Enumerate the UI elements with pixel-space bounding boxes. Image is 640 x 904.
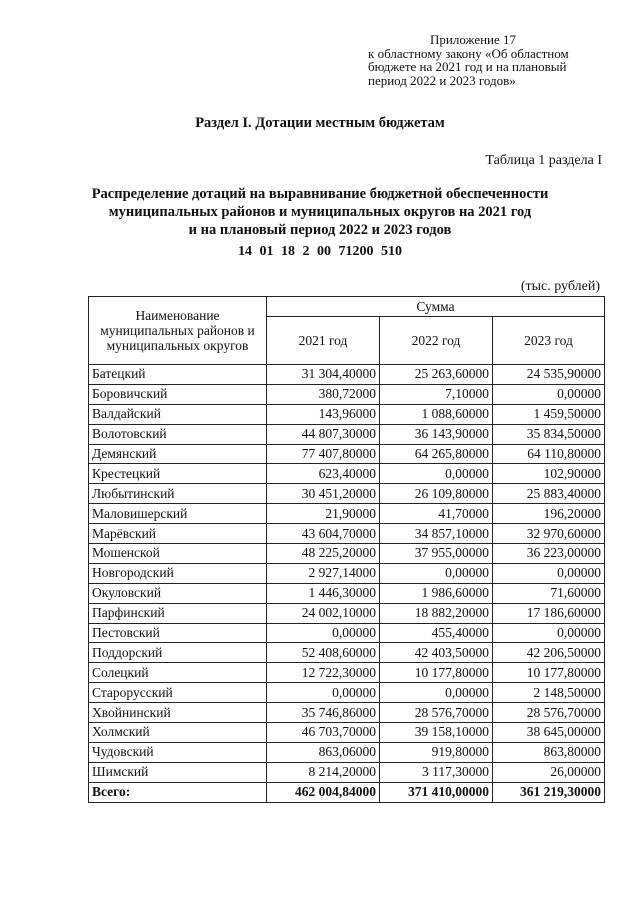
amount-2023-cell: 32 970,60000 bbox=[493, 524, 605, 544]
amount-2021-cell: 35 746,86000 bbox=[267, 703, 380, 723]
amount-2023-cell: 36 223,00000 bbox=[493, 544, 605, 564]
amount-2021-cell: 43 604,70000 bbox=[267, 524, 380, 544]
district-name-cell: Маловишерский bbox=[89, 504, 267, 524]
district-name-cell: Старорусский bbox=[89, 683, 267, 703]
amount-2022-cell: 0,00000 bbox=[380, 464, 493, 484]
district-name-cell: Батецкий bbox=[89, 365, 267, 385]
amount-2022-cell: 25 263,60000 bbox=[380, 365, 493, 385]
district-name-cell: Боровичский bbox=[89, 384, 267, 404]
amount-2023-cell: 361 219,30000 bbox=[493, 782, 605, 802]
amount-2022-cell: 41,70000 bbox=[380, 504, 493, 524]
header-name: Наименование муниципальных районов и муниципальных округов bbox=[89, 297, 267, 365]
district-name-cell: Марёвский bbox=[89, 524, 267, 544]
district-name-cell: Пестовский bbox=[89, 623, 267, 643]
district-name-cell: Холмский bbox=[89, 723, 267, 743]
amount-2022-cell: 26 109,80000 bbox=[380, 484, 493, 504]
amount-2021-cell: 46 703,70000 bbox=[267, 723, 380, 743]
appendix-line: бюджете на 2021 год и на плановый bbox=[368, 59, 567, 74]
amount-2022-cell: 7,10000 bbox=[380, 384, 493, 404]
amount-2021-cell: 0,00000 bbox=[267, 683, 380, 703]
amount-2022-cell: 28 576,70000 bbox=[380, 703, 493, 723]
district-name-cell: Валдайский bbox=[89, 404, 267, 424]
district-name-cell: Парфинский bbox=[89, 603, 267, 623]
amount-2022-cell: 36 143,90000 bbox=[380, 424, 493, 444]
amount-2023-cell: 196,20000 bbox=[493, 504, 605, 524]
amount-2022-cell: 1 088,60000 bbox=[380, 404, 493, 424]
amount-2023-cell: 42 206,50000 bbox=[493, 643, 605, 663]
table-row bbox=[89, 703, 605, 723]
amount-2022-cell: 34 857,10000 bbox=[380, 524, 493, 544]
table-row bbox=[89, 663, 605, 683]
amount-2021-cell: 863,06000 bbox=[267, 742, 380, 762]
amount-2021-cell: 0,00000 bbox=[267, 623, 380, 643]
table-row bbox=[89, 563, 605, 583]
amount-2023-cell: 64 110,80000 bbox=[493, 444, 605, 464]
table-row bbox=[89, 603, 605, 623]
amount-2021-cell: 8 214,20000 bbox=[267, 762, 380, 782]
amount-2023-cell: 2 148,50000 bbox=[493, 683, 605, 703]
table-row bbox=[89, 524, 605, 544]
amount-2021-cell: 21,90000 bbox=[267, 504, 380, 524]
amount-2023-cell: 71,60000 bbox=[493, 583, 605, 603]
amount-2021-cell: 44 807,30000 bbox=[267, 424, 380, 444]
amount-2021-cell: 52 408,60000 bbox=[267, 643, 380, 663]
table-row bbox=[89, 623, 605, 643]
district-name-cell: Всего: bbox=[89, 782, 267, 802]
header-sum: Сумма bbox=[267, 297, 605, 317]
amount-2023-cell: 1 459,50000 bbox=[493, 404, 605, 424]
table-row bbox=[89, 464, 605, 484]
title-line: и на плановый период 2022 и 2023 годов bbox=[188, 222, 452, 238]
table-row bbox=[89, 444, 605, 464]
amount-2022-cell: 37 955,00000 bbox=[380, 544, 493, 564]
table-row bbox=[89, 683, 605, 703]
district-name-cell: Любытинский bbox=[89, 484, 267, 504]
header-year: 2022 год bbox=[380, 317, 493, 365]
appendix-note bbox=[368, 33, 630, 87]
amount-2023-cell: 863,80000 bbox=[493, 742, 605, 762]
amount-2023-cell: 102,90000 bbox=[493, 464, 605, 484]
amount-2022-cell: 3 117,30000 bbox=[380, 762, 493, 782]
appendix-line: период 2022 и 2023 годов» bbox=[368, 72, 516, 88]
amount-2022-cell: 18 882,20000 bbox=[380, 603, 493, 623]
table-row bbox=[89, 583, 605, 603]
table-row bbox=[89, 484, 605, 504]
district-name-cell: Поддорский bbox=[89, 643, 267, 663]
table-row bbox=[89, 365, 605, 385]
header-year: 2023 год bbox=[493, 317, 605, 365]
table-label: Таблица 1 раздела I bbox=[485, 153, 602, 168]
amount-2022-cell: 0,00000 bbox=[380, 683, 493, 703]
appendix-line: к областному закону «Об областном bbox=[368, 45, 569, 61]
district-name-cell: Шимский bbox=[89, 762, 267, 782]
table-row bbox=[89, 544, 605, 564]
amount-2023-cell: 17 186,60000 bbox=[493, 603, 605, 623]
amount-2023-cell: 38 645,00000 bbox=[493, 723, 605, 743]
amount-2021-cell: 2 927,14000 bbox=[267, 563, 380, 583]
amount-2023-cell: 26,00000 bbox=[493, 762, 605, 782]
header-year: 2021 год bbox=[267, 317, 380, 365]
budget-classification-code: 14 01 18 2 00 71200 510 bbox=[238, 244, 402, 259]
total-row bbox=[89, 782, 605, 802]
amount-2023-cell: 10 177,80000 bbox=[493, 663, 605, 683]
title-line: муниципальных районов и муниципальных округов на 2021 год bbox=[108, 204, 532, 220]
units-label: (тыс. рублей) bbox=[520, 279, 600, 294]
district-name-cell: Хвойнинский bbox=[89, 703, 267, 723]
document-title bbox=[0, 185, 640, 239]
amount-2021-cell: 380,72000 bbox=[267, 384, 380, 404]
amount-2022-cell: 455,40000 bbox=[380, 623, 493, 643]
district-name-cell: Мошенской bbox=[89, 544, 267, 564]
amount-2021-cell: 77 407,80000 bbox=[267, 444, 380, 464]
amount-2021-cell: 623,40000 bbox=[267, 464, 380, 484]
district-name-cell: Волотовский bbox=[89, 424, 267, 444]
amount-2022-cell: 42 403,50000 bbox=[380, 643, 493, 663]
amount-2021-cell: 1 446,30000 bbox=[267, 583, 380, 603]
amount-2021-cell: 143,96000 bbox=[267, 404, 380, 424]
amount-2023-cell: 35 834,50000 bbox=[493, 424, 605, 444]
amount-2021-cell: 48 225,20000 bbox=[267, 544, 380, 564]
amount-2021-cell: 31 304,40000 bbox=[267, 365, 380, 385]
amount-2022-cell: 64 265,80000 bbox=[380, 444, 493, 464]
amount-2021-cell: 30 451,20000 bbox=[267, 484, 380, 504]
title-line: Распределение дотаций на выравнивание бюджетной обеспеченности bbox=[91, 186, 549, 202]
table-body bbox=[89, 365, 605, 803]
appendix-line: Приложение 17 bbox=[430, 32, 517, 47]
district-name-cell: Чудовский bbox=[89, 742, 267, 762]
table-row bbox=[89, 723, 605, 743]
table-row bbox=[89, 424, 605, 444]
table-row bbox=[89, 504, 605, 524]
table-row bbox=[89, 643, 605, 663]
section-title: Раздел I. Дотации местным бюджетам bbox=[195, 115, 445, 131]
table-row bbox=[89, 404, 605, 424]
amount-2022-cell: 10 177,80000 bbox=[380, 663, 493, 683]
district-name-cell: Новгородский bbox=[89, 563, 267, 583]
district-name-cell: Окуловский bbox=[89, 583, 267, 603]
table-row bbox=[89, 762, 605, 782]
district-name-cell: Демянский bbox=[89, 444, 267, 464]
table-row bbox=[89, 384, 605, 404]
amount-2023-cell: 0,00000 bbox=[493, 623, 605, 643]
district-name-cell: Солецкий bbox=[89, 663, 267, 683]
amount-2023-cell: 0,00000 bbox=[493, 384, 605, 404]
amount-2023-cell: 25 883,40000 bbox=[493, 484, 605, 504]
table-row bbox=[89, 742, 605, 762]
amount-2022-cell: 371 410,00000 bbox=[380, 782, 493, 802]
amount-2022-cell: 919,80000 bbox=[380, 742, 493, 762]
amount-2022-cell: 1 986,60000 bbox=[380, 583, 493, 603]
amount-2023-cell: 28 576,70000 bbox=[493, 703, 605, 723]
subsidy-table bbox=[88, 296, 605, 803]
amount-2023-cell: 24 535,90000 bbox=[493, 365, 605, 385]
amount-2022-cell: 39 158,10000 bbox=[380, 723, 493, 743]
amount-2021-cell: 24 002,10000 bbox=[267, 603, 380, 623]
district-name-cell: Крестецкий bbox=[89, 464, 267, 484]
amount-2021-cell: 12 722,30000 bbox=[267, 663, 380, 683]
amount-2023-cell: 0,00000 bbox=[493, 563, 605, 583]
amount-2021-cell: 462 004,84000 bbox=[267, 782, 380, 802]
amount-2022-cell: 0,00000 bbox=[380, 563, 493, 583]
